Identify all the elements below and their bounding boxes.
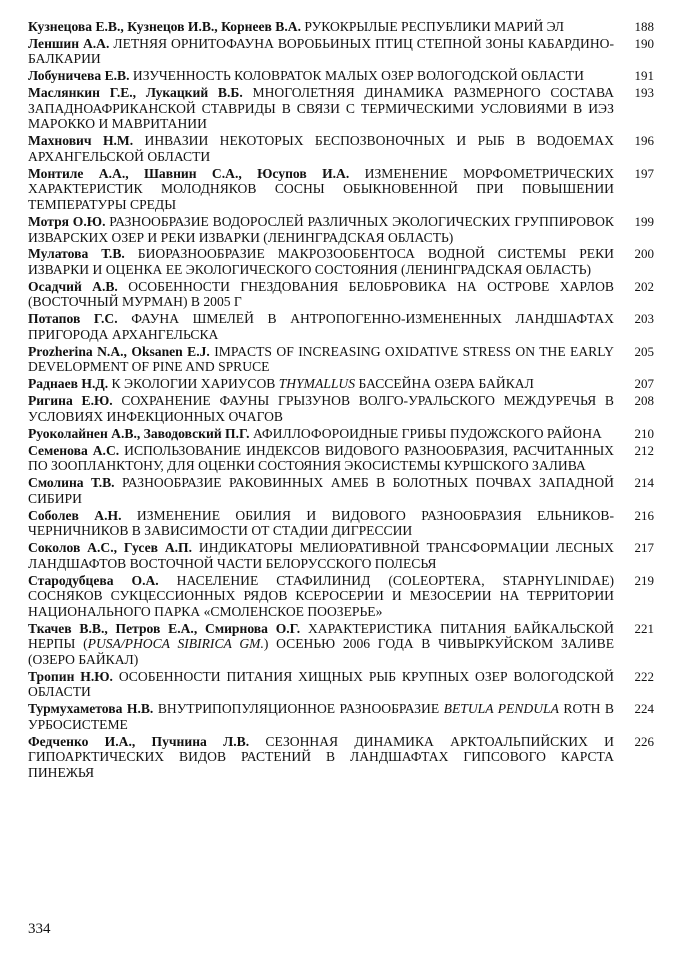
entry-title: РАЗНООБРАЗИЕ РАКОВИННЫХ АМЕБ В БОЛОТНЫХ ПОЧВАХ ЗАПАДНОЙ СИБИРИ: [28, 475, 614, 506]
entry-title: ЛЕТНЯЯ ОРНИТОФАУНА ВОРОБЬИНЫХ ПТИЦ СТЕПНОЙ ЗОНЫ КАБАРДИНО-БАЛКАРИИ: [28, 35, 615, 67]
entry-page-number: 212: [634, 442, 654, 458]
entry-title-italic: BETULA PENDULA: [443, 701, 559, 717]
entry-title: АФИЛЛОФОРОИДНЫЕ ГРИБЫ ПУДОЖСКОГО РАЙОНА: [252, 425, 602, 441]
toc-entry: [28, 85, 654, 132]
toc-entry: [28, 376, 654, 392]
toc-entry: [28, 133, 654, 164]
toc-entry: [28, 344, 654, 375]
entry-page-number: 200: [634, 246, 654, 262]
entry-page-number: 207: [634, 376, 654, 392]
toc-entry: [28, 669, 654, 700]
toc-entry: [28, 701, 654, 732]
entry-title: ИЗУЧЕННОСТЬ КОЛОВРАТОК МАЛЫХ ОЗЕР ВОЛОГОДСКОЙ ОБЛАСТИ: [132, 68, 584, 84]
entry-page-number: 208: [634, 393, 654, 409]
entry-authors: Потапов Г.С.: [28, 311, 118, 327]
entry-authors: Соколов А.С., Гусев А.П.: [28, 540, 193, 556]
entry-title: НАСЕЛЕНИЕ СТАФИЛИНИД (COLEOPTERA, STAPHYLINIDAE) СОСНЯКОВ СУКЦЕССИОННЫХ РЯДОВ КСЕРОСЕРИИ И МЕЗОСЕРИИ НА ТЕРРИТОРИИ НАЦИОНАЛЬНОГО ПАРКА «СМОЛЕНСКОЕ ПООЗЕРЬЕ»: [28, 572, 615, 619]
entry-page-number: 216: [634, 507, 654, 523]
toc-entry: [28, 68, 654, 84]
entry-page-number: 196: [634, 133, 654, 149]
toc-entry: [28, 246, 654, 277]
entry-title: IMPACTS OF INCREASING OXIDATIVE STRESS ON THE EARLY DEVELOPMENT OF PINE AND SPRUCE: [28, 343, 615, 375]
toc-entry: [28, 621, 654, 668]
toc-entry: [28, 393, 654, 424]
entry-title: СОХРАНЕНИЕ ФАУНЫ ГРЫЗУНОВ ВОЛГО-УРАЛЬСКОГО МЕЖДУРЕЧЬЯ В УСЛОВИЯХ ИНФЕКЦИОННЫХ ОЧАГОВ: [28, 393, 614, 424]
entry-authors: Махнович Н.М.: [28, 133, 134, 149]
entry-authors: Ткачев В.В., Петров Е.А., Смирнова О.Г.: [28, 620, 301, 636]
entry-title: МНОГОЛЕТНЯЯ ДИНАМИКА РАЗМЕРНОГО СОСТАВА ЗАПАДНОАФРИКАНСКОЙ СТАВРИДЫ В СВЯЗИ С ТЕРМИЧЕСКИМИ УСЛОВИЯМИ В ИЭЗ МАРОККО И МАВРИТАНИИ: [28, 85, 614, 132]
entry-page-number: 210: [634, 425, 654, 441]
entry-page-number: 199: [634, 213, 654, 229]
entry-page-number: 221: [634, 620, 654, 636]
entry-title: ИНВАЗИИ НЕКОТОРЫХ БЕСПОЗВОНОЧНЫХ И РЫБ В ВОДОЕМАХ АРХАНГЕЛЬСКОЙ ОБЛАСТИ: [28, 133, 614, 164]
entry-page-number: 193: [634, 85, 654, 101]
entry-title-italic: THYMALLUS: [278, 376, 356, 392]
entry-authors: Мотря О.Ю.: [28, 213, 106, 229]
entry-title: РАЗНООБРАЗИЕ ВОДОРОСЛЕЙ РАЗЛИЧНЫХ ЭКОЛОГИЧЕСКИХ ГРУППИРОВОК ИЗВАРСКИХ ОЗЕР И РЕКИ ИЗВАРКИ (ЛЕНИНГРАДСКАЯ ОБЛАСТЬ): [28, 213, 614, 245]
toc-entry: [28, 573, 654, 620]
toc-entry: [28, 508, 654, 539]
entry-title: ИЗМЕНЕНИЕ МОРФОМЕТРИЧЕСКИХ ХАРАКТЕРИСТИК МОЛОДНЯКОВ СОСНЫ ОБЫКНОВЕННОЙ ПРИ ПОВЫШЕНИИ ТЕМПЕРАТУРЫ СРЕДЫ: [28, 165, 615, 213]
entry-authors: Осадчий А.В.: [28, 278, 118, 294]
entry-title-part: БАССЕЙНА ОЗЕРА БАЙКАЛ: [355, 376, 534, 392]
entry-page-number: 203: [634, 311, 654, 327]
entry-page-number: 190: [634, 35, 654, 51]
entry-title: ИНДИКАТОРЫ МЕЛИОРАТИВНОЙ ТРАНСФОРМАЦИИ ЛЕСНЫХ ЛАНДШАФТОВ ВОСТОЧНОЙ ЧАСТИ БЕЛОРУССКОГО ПОЛЕСЬЯ: [28, 540, 614, 571]
entry-authors: Федченко И.А., Пучнина Л.В.: [28, 733, 250, 749]
entry-page-number: 226: [634, 733, 654, 749]
page-number: 334: [28, 921, 51, 937]
entry-authors: Маслянкин Г.Е., Лукацкий В.Б.: [28, 85, 243, 101]
toc-entry: [28, 311, 654, 342]
entry-title-italic: PUSA/PHOCA SIBIRICA GM.: [87, 636, 264, 652]
entry-authors: Ригина Е.Ю.: [28, 393, 113, 409]
toc-entry: [28, 166, 654, 213]
toc-entry: [28, 279, 654, 310]
entry-authors: Соболев А.Н.: [28, 507, 122, 523]
entry-authors: Турмухаметова Н.В.: [28, 701, 154, 717]
entry-title: ФАУНА ШМЕЛЕЙ В АНТРОПОГЕННО-ИЗМЕНЕННЫХ ЛАНДШАФТАХ ПРИГОРОДА АРХАНГЕЛЬСКА: [28, 311, 614, 342]
entry-page-number: 202: [634, 278, 654, 294]
toc-entry: [28, 734, 654, 781]
toc-entry: [28, 19, 654, 35]
entry-page-number: 214: [634, 475, 654, 491]
entry-page-number: 191: [634, 68, 654, 84]
entry-page-number: 217: [634, 540, 654, 556]
entry-title-part: ROTH В УРБОСИСТЕМЕ: [28, 701, 614, 732]
entry-authors: Раднаев Н.Д.: [28, 376, 109, 392]
toc-entry: [28, 426, 654, 442]
entry-page-number: 188: [634, 19, 654, 34]
entry-authors: Руоколайнен А.В., Заводовский П.Г.: [28, 425, 250, 441]
entry-title-part: ) ОСЕНЬЮ 2006 ГОДА В ЧИВЫРКУЙСКОМ ЗАЛИВЕ (ОЗЕРО БАЙКАЛ): [28, 636, 614, 667]
entry-authors: Тропин Н.Ю.: [28, 668, 113, 684]
entry-authors: Кузнецова Е.В., Кузнецов И.В., Корнеев В.А.: [28, 19, 301, 34]
entry-authors: Мулатова Т.В.: [28, 246, 125, 262]
toc-entry: [28, 475, 654, 506]
entry-title: БИОРАЗНООБРАЗИЕ МАКРОЗООБЕНТОСА ВОДНОЙ СИСТЕМЫ РЕКИ ИЗВАРКИ И ОЦЕНКА ЕЕ ЭКОЛОГИЧЕСКОГО СОСТОЯНИЯ (ЛЕНИНГРАДСКАЯ ОБЛАСТЬ): [28, 246, 614, 277]
entry-page-number: 219: [634, 572, 654, 588]
entry-title-part: ВНУТРИПОПУЛЯЦИОННОЕ РАЗНООБРАЗИЕ: [157, 701, 444, 717]
entry-title: ОСОБЕННОСТИ ГНЕЗДОВАНИЯ БЕЛОБРОВИКА НА ОСТРОВЕ ХАРЛОВ (ВОСТОЧНЫЙ МУРМАН) В 2005 Г: [28, 278, 615, 310]
entry-title: СЕЗОННАЯ ДИНАМИКА АРКТОАЛЬПИЙСКИХ И ГИПОАРКТИЧЕСКИХ ВИДОВ РАСТЕНИЙ В ЛАНДШАФТАХ ГИПСОВОГО КАРСТА ПИНЕЖЬЯ: [28, 733, 614, 780]
entry-title: [112, 376, 534, 391]
entry-title: ОСОБЕННОСТИ ПИТАНИЯ ХИЩНЫХ РЫБ КРУПНЫХ ОЗЕР ВОЛОГОДСКОЙ ОБЛАСТИ: [28, 668, 614, 700]
entry-title: ИЗМЕНЕНИЕ ОБИЛИЯ И ВИДОВОГО РАЗНООБРАЗИЯ ЕЛЬНИКОВ-ЧЕРНИЧНИКОВ В ЗАВИСИМОСТИ ОТ СТАДИИ ДИГРЕССИИ: [28, 507, 615, 539]
entry-authors: Монтиле А.А., Шавнин С.А., Юсупов И.А.: [28, 165, 350, 181]
entry-authors: Семенова А.С.: [28, 442, 120, 458]
entry-authors: Смолина Т.В.: [28, 475, 115, 491]
entry-authors: Prozherina N.A., Oksanen E.J.: [28, 343, 210, 359]
entry-authors: Стародубцева О.А.: [28, 572, 159, 588]
toc-entry: [28, 36, 654, 67]
entry-page-number: 224: [634, 701, 654, 717]
toc-entry: [28, 214, 654, 245]
entry-title: РУКОКРЫЛЫЕ РЕСПУБЛИКИ МАРИЙ ЭЛ: [304, 19, 565, 34]
entry-authors: Лобуничева Е.В.: [28, 68, 130, 84]
toc-entry: [28, 540, 654, 571]
entry-authors: Леншин А.А.: [28, 35, 110, 51]
entry-title: ИСПОЛЬЗОВАНИЕ ИНДЕКСОВ ВИДОВОГО РАЗНООБРАЗИЯ, РАСЧИТАННЫХ ПО ЗООПЛАНКТОНУ, ДЛЯ ОЦЕНКИ СОСТОЯНИЯ ЭКОСИСТЕМЫ КУРШСКОГО ЗАЛИВА: [28, 442, 614, 474]
toc-entry: [28, 443, 654, 474]
entry-page-number: 205: [634, 343, 654, 359]
table-of-contents: [28, 19, 654, 782]
entry-title-part: ХАРАКТЕРИСТИКА ПИТАНИЯ БАЙКАЛЬСКОЙ НЕРПЫ (: [28, 620, 614, 652]
entry-title-part: К ЭКОЛОГИИ ХАРИУСОВ: [111, 376, 279, 392]
entry-page-number: 222: [634, 668, 654, 684]
entry-page-number: 197: [634, 165, 654, 181]
